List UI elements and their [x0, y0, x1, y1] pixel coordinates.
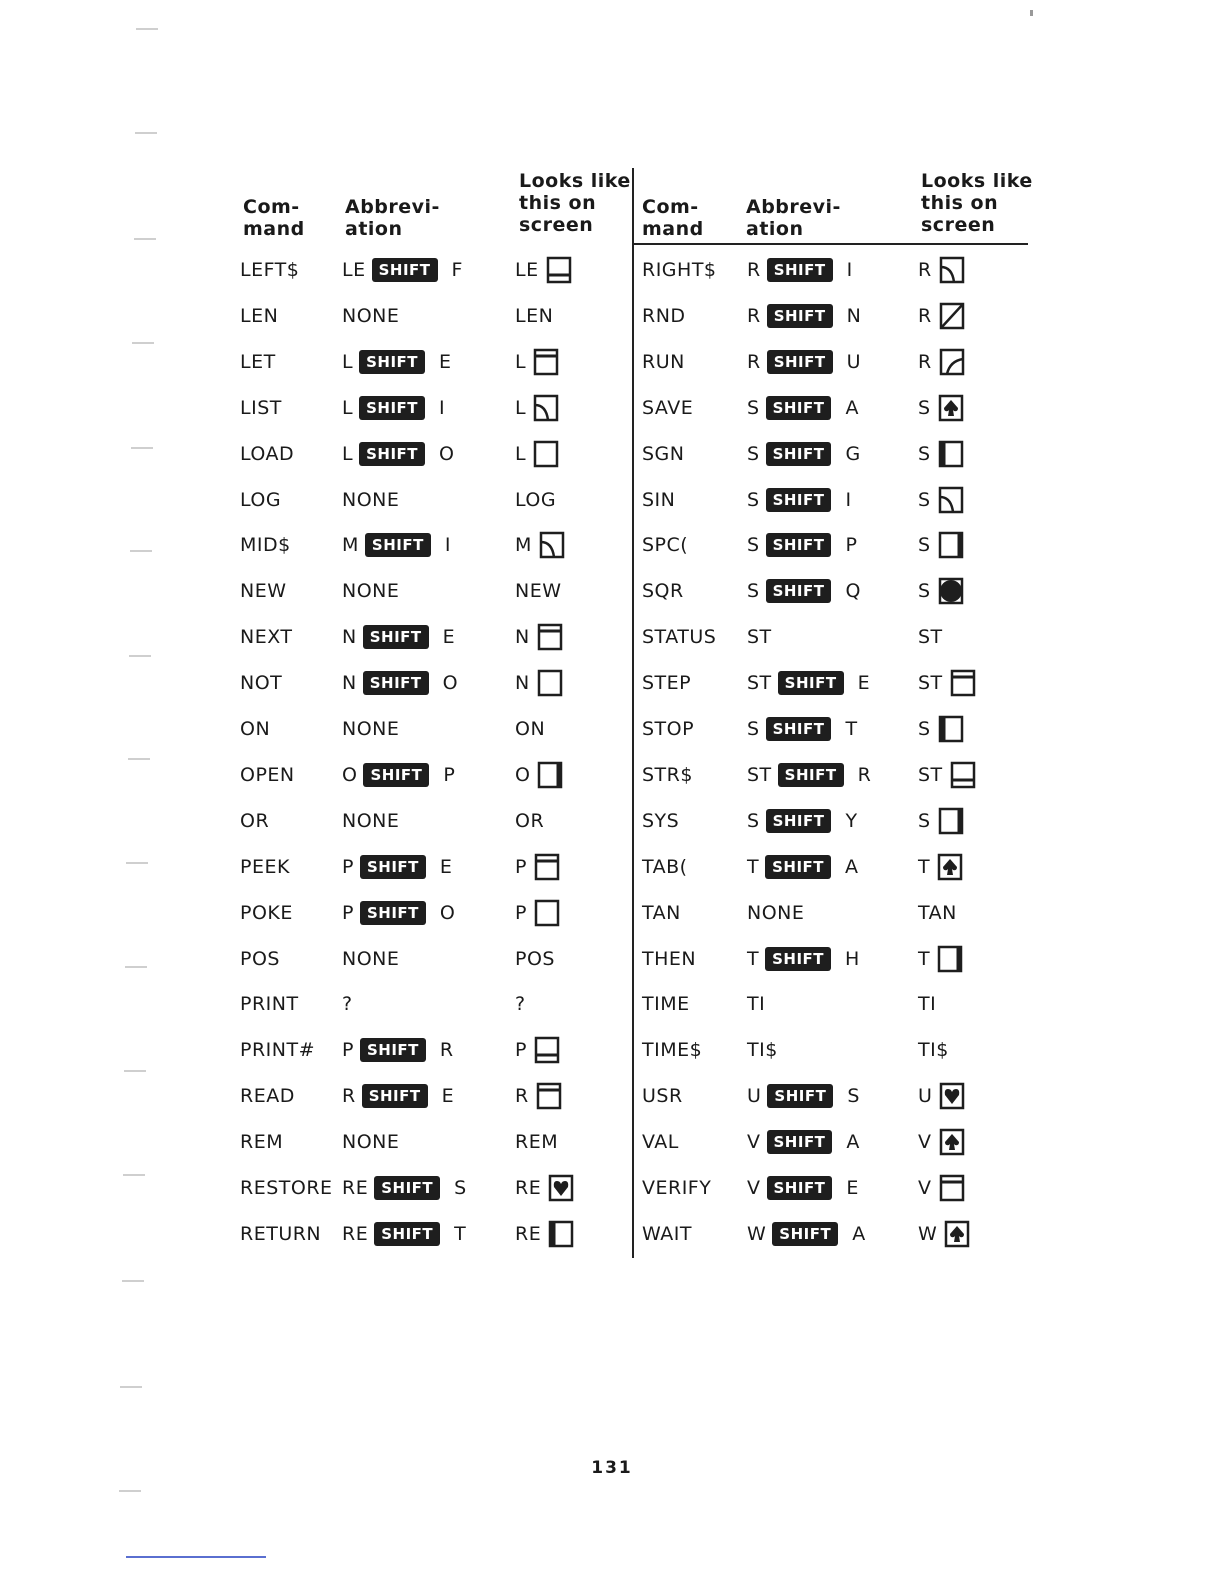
screen-cell	[918, 939, 964, 979]
shift-key-icon: SHIFT	[766, 396, 832, 420]
screen-cell: POS	[515, 948, 555, 970]
shift-key-icon: SHIFT	[765, 947, 831, 971]
shift-key-icon: SHIFT	[363, 625, 429, 649]
abbreviation-key: I	[439, 397, 446, 419]
screen-prefix: V	[918, 1177, 932, 1199]
screen-cell: ON	[515, 718, 546, 740]
command-cell: PEEK	[240, 856, 290, 878]
abbreviation-prefix: L	[342, 443, 354, 465]
header-command-left: Com- mand	[243, 196, 305, 240]
abbreviation-cell: TI	[747, 993, 766, 1015]
command-cell: VAL	[642, 1131, 679, 1153]
abbreviation-cell: NONE	[342, 489, 400, 511]
screen-prefix: ST	[918, 672, 943, 694]
shift-key-icon: SHIFT	[374, 1222, 440, 1246]
screen-prefix: O	[515, 764, 531, 786]
shift-key-icon: SHIFT	[359, 396, 425, 420]
abbreviation-prefix: U	[747, 1085, 762, 1107]
abbreviation-cell: NONE	[342, 718, 400, 740]
screen-prefix: R	[918, 305, 932, 327]
abbreviation-cell: ST	[747, 626, 772, 648]
screen-prefix: ST	[918, 764, 943, 786]
header-rule	[634, 243, 1028, 245]
command-cell: SGN	[642, 443, 685, 465]
table-row	[0, 755, 1224, 795]
abbreviation-prefix: V	[747, 1131, 761, 1153]
abbreviation-key: A	[846, 1131, 860, 1153]
shift-key-icon: SHIFT	[374, 1176, 440, 1200]
abbreviation-key: I	[845, 489, 852, 511]
header-looks-like-left: Looks like this on screen	[519, 170, 631, 236]
command-cell: ON	[240, 718, 271, 740]
abbreviation-cell: NONE	[342, 305, 400, 327]
command-cell: WAIT	[642, 1223, 692, 1245]
command-cell: NEXT	[240, 626, 293, 648]
screen-prefix: S	[918, 443, 931, 465]
shift-key-icon: SHIFT	[767, 1130, 833, 1154]
top-bar-icon	[938, 1173, 966, 1203]
abbreviation-cell: NONE	[342, 810, 400, 832]
command-cell: RND	[642, 305, 686, 327]
abbreviation-cell	[747, 571, 861, 611]
command-cell: RUN	[642, 351, 685, 373]
shift-key-icon: SHIFT	[766, 717, 832, 741]
screen-cell	[918, 388, 965, 428]
abbreviation-key: N	[846, 305, 862, 327]
screen-prefix: V	[918, 1131, 932, 1153]
command-cell: TAB(	[642, 856, 688, 878]
command-cell: NOT	[240, 672, 283, 694]
shift-key-icon: SHIFT	[778, 763, 844, 787]
command-cell: OR	[240, 810, 270, 832]
abbreviation-prefix: M	[342, 534, 359, 556]
screen-prefix: S	[918, 489, 931, 511]
abbreviation-key: R	[439, 1039, 454, 1061]
screen-prefix: P	[515, 856, 527, 878]
screen-prefix: N	[515, 626, 530, 648]
screen-cell	[918, 709, 965, 749]
corner-curve-icon	[938, 255, 966, 285]
shift-key-icon: SHIFT	[372, 258, 438, 282]
table-row	[0, 1168, 1224, 1208]
abbreviation-prefix: R	[747, 351, 761, 373]
command-cell: SYS	[642, 810, 680, 832]
table-row	[0, 388, 1224, 428]
abbreviation-prefix: O	[342, 764, 358, 786]
screen-cell	[918, 1168, 966, 1208]
command-cell: THEN	[642, 948, 697, 970]
screen-prefix: RE	[515, 1177, 542, 1199]
command-cell: TIME$	[642, 1039, 703, 1061]
screen-prefix: U	[918, 1085, 933, 1107]
abbreviation-key: A	[852, 1223, 866, 1245]
command-cell: LOG	[240, 489, 282, 511]
abbreviation-prefix: R	[342, 1085, 356, 1107]
abbreviation-cell	[747, 939, 860, 979]
abbreviation-key: Y	[845, 810, 858, 832]
abbreviation-cell	[747, 1076, 860, 1116]
abbreviation-key: Q	[845, 580, 861, 602]
corner-curve-icon	[937, 485, 965, 515]
screen-cell	[918, 1122, 966, 1162]
command-cell: POS	[240, 948, 280, 970]
screen-cell: TI	[918, 993, 937, 1015]
header-looks-like-right: Looks like this on screen	[921, 170, 1033, 236]
screen-prefix: S	[918, 534, 931, 556]
abbreviation-cell	[747, 709, 858, 749]
screen-cell: LEN	[515, 305, 554, 327]
abbreviation-cell	[747, 480, 852, 520]
shift-key-icon: SHIFT	[360, 901, 426, 925]
abbreviation-prefix: S	[747, 534, 760, 556]
screen-prefix: LE	[515, 259, 539, 281]
command-cell: RETURN	[240, 1223, 322, 1245]
header-abbreviation-right: Abbrevi- ation	[746, 196, 841, 240]
command-cell: STATUS	[642, 626, 717, 648]
left-thick-icon	[937, 714, 965, 744]
command-cell: LIST	[240, 397, 282, 419]
shift-key-icon: SHIFT	[360, 855, 426, 879]
shift-key-icon: SHIFT	[767, 1176, 833, 1200]
screen-cell	[918, 1214, 971, 1254]
abbreviation-key: G	[845, 443, 861, 465]
table-row	[0, 571, 1224, 611]
abbreviation-key: O	[439, 902, 456, 924]
abbreviation-key: E	[441, 1085, 455, 1107]
circle-icon	[937, 576, 965, 606]
table-row	[0, 939, 1224, 979]
shift-key-icon: SHIFT	[767, 1084, 833, 1108]
abbreviation-key: S	[454, 1177, 467, 1199]
screen-prefix: M	[515, 534, 532, 556]
header-command-right: Com- mand	[642, 196, 704, 240]
command-cell: POKE	[240, 902, 293, 924]
table-row	[0, 1214, 1224, 1254]
command-cell: LEN	[240, 305, 279, 327]
command-cell: TIME	[642, 993, 690, 1015]
screen-prefix: S	[918, 580, 931, 602]
command-cell: NEW	[240, 580, 287, 602]
screen-prefix: P	[515, 902, 527, 924]
shift-key-icon: SHIFT	[767, 258, 833, 282]
screen-cell: ?	[515, 993, 526, 1015]
abbreviation-key: O	[439, 443, 455, 465]
right-thick-icon	[936, 944, 964, 974]
abbreviation-cell	[747, 342, 861, 382]
screen-cell: TI$	[918, 1039, 949, 1061]
screen-cell	[918, 755, 977, 795]
margin-mark	[124, 1070, 146, 1072]
abbreviation-cell: NONE	[342, 580, 400, 602]
screen-prefix: S	[918, 397, 931, 419]
abbreviation-prefix: P	[342, 902, 354, 924]
shift-key-icon: SHIFT	[772, 1222, 838, 1246]
screen-cell	[918, 342, 966, 382]
abbreviation-prefix: L	[342, 351, 354, 373]
screen-cell	[918, 250, 966, 290]
abbreviation-prefix: T	[747, 948, 760, 970]
command-cell: TAN	[642, 902, 681, 924]
abbreviation-cell	[747, 755, 871, 795]
screen-prefix: P	[515, 1039, 527, 1061]
screen-cell	[918, 525, 965, 565]
command-cell: RESTORE	[240, 1177, 333, 1199]
command-cell: SIN	[642, 489, 676, 511]
abbreviation-prefix: S	[747, 489, 760, 511]
screen-cell	[918, 571, 965, 611]
screen-cell	[918, 801, 965, 841]
abbreviation-key: F	[451, 259, 463, 281]
shift-key-icon: SHIFT	[360, 1038, 426, 1062]
abbreviation-key: U	[846, 351, 862, 373]
abbreviation-cell	[747, 1214, 866, 1254]
table-row	[0, 296, 1224, 336]
page-number: 131	[591, 1458, 633, 1478]
abbreviation-cell: NONE	[342, 1131, 400, 1153]
screen-prefix: R	[918, 259, 932, 281]
spade-icon	[936, 852, 964, 882]
margin-mark	[134, 238, 156, 240]
abbreviation-prefix: W	[747, 1223, 767, 1245]
abbreviation-prefix: LE	[342, 259, 366, 281]
abbreviation-prefix: L	[342, 397, 354, 419]
abbreviation-prefix: N	[342, 672, 357, 694]
shift-key-icon: SHIFT	[767, 350, 833, 374]
shift-key-icon: SHIFT	[365, 533, 431, 557]
shift-key-icon: SHIFT	[766, 488, 832, 512]
screen-cell	[918, 663, 977, 703]
margin-mark	[122, 1280, 144, 1282]
abbreviation-cell	[747, 296, 861, 336]
abbreviation-cell	[747, 1168, 859, 1208]
command-cell: SAVE	[642, 397, 694, 419]
abbreviation-key: E	[439, 856, 453, 878]
abbreviation-prefix: RE	[342, 1223, 369, 1245]
abbreviation-key: A	[845, 397, 859, 419]
bottom-bar-icon	[949, 760, 977, 790]
shift-key-icon: SHIFT	[766, 533, 832, 557]
margin-mark	[136, 28, 158, 30]
abbreviation-cell: NONE	[747, 902, 805, 924]
command-cell: REM	[240, 1131, 284, 1153]
table-row	[0, 480, 1224, 520]
screen-cell	[918, 847, 964, 887]
command-cell: SQR	[642, 580, 684, 602]
screen-prefix: W	[918, 1223, 938, 1245]
abbreviation-key: E	[857, 672, 871, 694]
shift-key-icon: SHIFT	[766, 809, 832, 833]
right-thick-icon	[937, 806, 965, 836]
screen-cell: ST	[918, 626, 943, 648]
command-cell: STR$	[642, 764, 693, 786]
shift-key-icon: SHIFT	[359, 442, 425, 466]
abbreviation-prefix: V	[747, 1177, 761, 1199]
screen-cell: NEW	[515, 580, 562, 602]
left-thick-icon	[937, 439, 965, 469]
abbreviation-key: A	[845, 856, 859, 878]
command-cell: STEP	[642, 672, 692, 694]
command-cell: LEFT$	[240, 259, 300, 281]
table-row	[0, 709, 1224, 749]
screen-prefix: L	[515, 351, 527, 373]
table-row	[0, 342, 1224, 382]
abbreviation-prefix: P	[342, 856, 354, 878]
abbreviation-prefix: ST	[747, 764, 772, 786]
abbreviation-key: E	[442, 626, 456, 648]
command-cell: OPEN	[240, 764, 295, 786]
command-cell: VERIFY	[642, 1177, 712, 1199]
abbreviation-cell	[747, 663, 870, 703]
table-row	[0, 434, 1224, 474]
arc-icon	[938, 347, 966, 377]
screen-cell: OR	[515, 810, 545, 832]
screen-cell	[918, 434, 965, 474]
abbreviation-prefix: R	[747, 259, 761, 281]
abbreviation-key: O	[442, 672, 459, 694]
shift-key-icon: SHIFT	[767, 304, 833, 328]
abbreviation-cell: TI$	[747, 1039, 778, 1061]
command-cell: LOAD	[240, 443, 295, 465]
screen-prefix: R	[918, 351, 932, 373]
table-row	[0, 1030, 1224, 1070]
spade-icon	[938, 1127, 966, 1157]
screen-prefix: L	[515, 397, 527, 419]
screen-prefix: T	[918, 856, 931, 878]
table-row	[0, 250, 1224, 290]
command-cell: USR	[642, 1085, 683, 1107]
margin-mark	[119, 1490, 141, 1492]
table-row	[0, 1076, 1224, 1116]
table-row	[0, 617, 1224, 657]
margin-mark	[120, 1386, 142, 1388]
screen-prefix: T	[918, 948, 931, 970]
command-cell: PRINT#	[240, 1039, 316, 1061]
abbreviation-prefix: S	[747, 580, 760, 602]
heart-icon	[938, 1081, 966, 1111]
abbreviation-prefix: T	[747, 856, 760, 878]
margin-mark	[135, 132, 157, 134]
command-cell: RIGHT$	[642, 259, 717, 281]
abbreviation-prefix: ST	[747, 672, 772, 694]
abbreviation-prefix: S	[747, 443, 760, 465]
screen-cell: LOG	[515, 489, 557, 511]
table-row	[0, 847, 1224, 887]
table-row	[0, 525, 1224, 565]
abbreviation-prefix: S	[747, 810, 760, 832]
abbreviation-cell	[747, 434, 861, 474]
abbreviation-key: E	[439, 351, 452, 373]
diagonal-icon	[938, 301, 966, 331]
screen-cell	[918, 1076, 966, 1116]
table-row	[0, 984, 1224, 1024]
table-row	[0, 893, 1224, 933]
screen-prefix: L	[515, 443, 527, 465]
abbreviation-cell: ?	[342, 993, 353, 1015]
shift-key-icon: SHIFT	[765, 855, 831, 879]
abbreviation-cell	[747, 847, 859, 887]
abbreviation-prefix: S	[747, 397, 760, 419]
screen-prefix: R	[515, 1085, 529, 1107]
abbreviation-key: H	[845, 948, 860, 970]
spade-icon	[943, 1219, 971, 1249]
shift-key-icon: SHIFT	[766, 442, 832, 466]
abbreviation-key: P	[443, 764, 456, 786]
abbreviation-prefix: RE	[342, 1177, 369, 1199]
shift-key-icon: SHIFT	[766, 579, 832, 603]
abbreviation-cell	[747, 388, 859, 428]
table-row	[0, 1122, 1224, 1162]
abbreviation-key: T	[845, 718, 858, 740]
spade-icon	[937, 393, 965, 423]
abbreviation-key: I	[444, 534, 451, 556]
abbreviation-prefix: R	[747, 305, 761, 327]
abbreviation-key: I	[846, 259, 853, 281]
shift-key-icon: SHIFT	[359, 350, 425, 374]
screen-cell	[918, 296, 966, 336]
bottom-rule	[126, 1556, 266, 1558]
header-abbreviation-left: Abbrevi- ation	[345, 196, 440, 240]
abbreviation-cell	[747, 525, 857, 565]
abbreviation-key: P	[845, 534, 858, 556]
shift-key-icon: SHIFT	[363, 763, 429, 787]
abbreviation-cell: NONE	[342, 948, 400, 970]
abbreviation-prefix: S	[747, 718, 760, 740]
screen-prefix: S	[918, 718, 931, 740]
command-cell: READ	[240, 1085, 295, 1107]
command-cell: LET	[240, 351, 276, 373]
right-thick-icon	[937, 530, 965, 560]
table-row	[0, 663, 1224, 703]
abbreviation-key: T	[454, 1223, 467, 1245]
command-cell: PRINT	[240, 993, 299, 1015]
top-bar-icon	[949, 668, 977, 698]
command-cell: STOP	[642, 718, 695, 740]
abbreviation-key: R	[857, 764, 872, 786]
scan-speck	[1030, 10, 1033, 16]
screen-cell: REM	[515, 1131, 559, 1153]
screen-prefix: RE	[515, 1223, 542, 1245]
shift-key-icon: SHIFT	[363, 671, 429, 695]
abbreviation-prefix: P	[342, 1039, 354, 1061]
screen-cell	[918, 480, 965, 520]
shift-key-icon: SHIFT	[778, 671, 844, 695]
screen-cell: TAN	[918, 902, 957, 924]
abbreviation-key: S	[847, 1085, 860, 1107]
table-row	[0, 801, 1224, 841]
abbreviation-cell	[747, 250, 853, 290]
command-cell: MID$	[240, 534, 291, 556]
abbreviation-cell	[747, 801, 858, 841]
abbreviation-cell	[747, 1122, 860, 1162]
screen-prefix: N	[515, 672, 530, 694]
command-cell: SPC(	[642, 534, 689, 556]
abbreviation-key: E	[846, 1177, 859, 1199]
abbreviation-prefix: N	[342, 626, 357, 648]
shift-key-icon: SHIFT	[362, 1084, 428, 1108]
screen-prefix: S	[918, 810, 931, 832]
